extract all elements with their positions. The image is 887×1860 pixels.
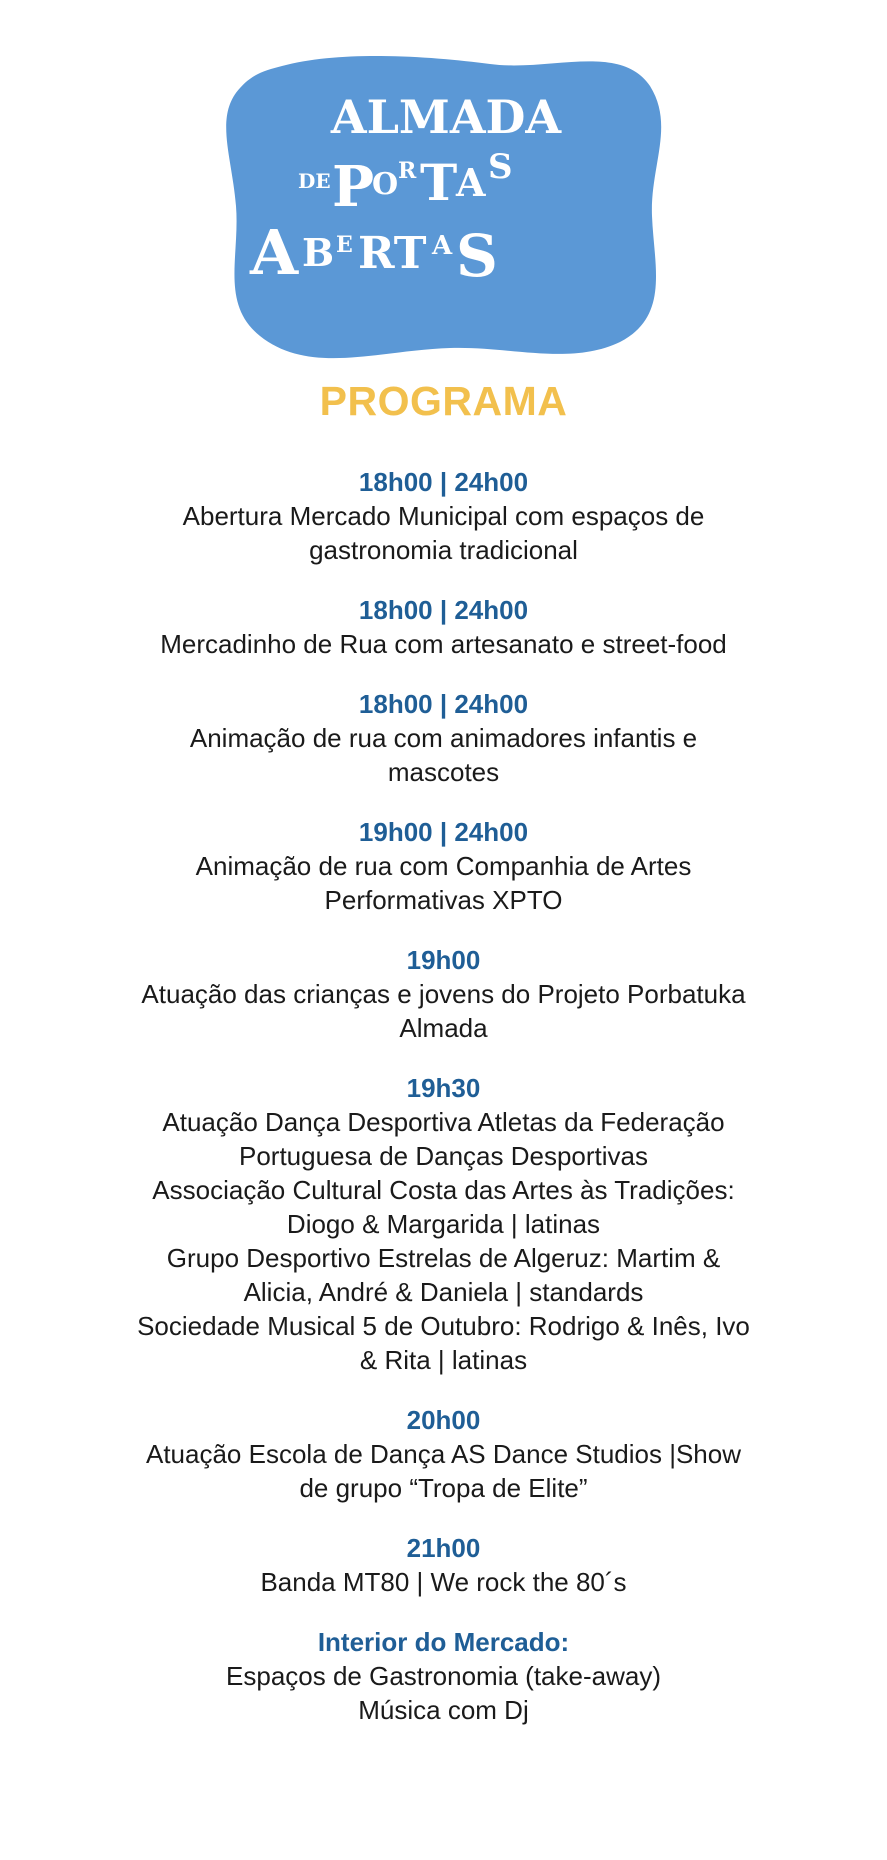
event-description-line: Mercadinho de Rua com artesanato e street-food	[160, 629, 727, 659]
almada-de-portas-abertas-logo	[220, 46, 666, 368]
logo-graphic	[220, 46, 666, 368]
event-time: 18h00 | 24h00	[358, 467, 529, 497]
event-description-line: Grupo Desportivo Estrelas de Algeruz: Martim &	[166, 1243, 721, 1273]
logo-abertas-a: A	[250, 216, 299, 289]
programme-heading: PROGRAMA	[319, 378, 568, 424]
event-description-line: Sociedade Musical 5 de Outubro: Rodrigo & Inês, Ivo	[137, 1311, 750, 1341]
event-description-line: Atuação Escola de Dança AS Dance Studios |Show	[145, 1439, 741, 1469]
event-time: 21h00	[406, 1533, 481, 1563]
schedule-item	[0, 1403, 887, 1505]
schedule-item	[0, 593, 887, 661]
logo-abertas-a2: A	[432, 231, 453, 261]
event-description-line: Abertura Mercado Municipal com espaços de	[182, 501, 705, 531]
event-time: 19h30	[406, 1073, 481, 1103]
event-description-line: gastronomia tradicional	[309, 535, 578, 565]
logo-abertas-b: B	[302, 230, 335, 275]
event-time: 19h00	[406, 945, 481, 975]
event-description-line: Alicia, André & Daniela | standards	[243, 1277, 644, 1307]
schedule-item	[0, 1071, 887, 1377]
event-description-line: Animação de rua com Companhia de Artes	[195, 851, 692, 881]
event-description-line: Portuguesa de Danças Desportivas	[238, 1141, 648, 1171]
logo-abertas-rt: RT	[358, 228, 427, 279]
logo-portas-s: S	[488, 147, 513, 187]
event-time: Interior do Mercado:	[317, 1627, 570, 1657]
event-description-line: mascotes	[387, 757, 500, 787]
schedule-item	[0, 1625, 887, 1727]
event-description-line: Almada	[399, 1013, 488, 1043]
event-time: 20h00	[406, 1405, 481, 1435]
logo-portas-t: T	[420, 153, 458, 212]
event-description-line: Animação de rua com animadores infantis e	[189, 723, 698, 753]
logo-abertas-s: S	[456, 222, 498, 290]
schedule-item	[0, 1531, 887, 1599]
schedule-item	[0, 687, 887, 789]
event-time: 18h00 | 24h00	[358, 595, 529, 625]
event-description-line: Banda MT80 | We rock the 80´s	[260, 1567, 627, 1597]
logo-portas-p: P	[332, 154, 375, 220]
logo-line-almada: ALMADA	[330, 90, 562, 144]
logo-de: DE	[298, 169, 331, 193]
event-description-line: & Rita | latinas	[359, 1345, 528, 1375]
event-time: 19h00 | 24h00	[358, 817, 529, 847]
event-description-line: Atuação das crianças e jovens do Projeto Porbatuka	[141, 979, 746, 1009]
schedule-item	[0, 815, 887, 917]
event-description-line: Atuação Dança Desportiva Atletas da Federação	[162, 1107, 725, 1137]
logo-portas-r: R	[398, 158, 417, 184]
event-description-line: Associação Cultural Costa das Artes às Tradições:	[152, 1175, 735, 1205]
event-description-line: Performativas XPTO	[324, 885, 563, 915]
logo-portas-a: A	[456, 160, 486, 205]
event-description-line: de grupo “Tropa de Elite”	[299, 1473, 588, 1503]
logo-abertas-e: E	[336, 232, 353, 258]
schedule-item	[0, 943, 887, 1045]
event-time: 18h00 | 24h00	[358, 689, 529, 719]
schedule-item	[0, 465, 887, 567]
event-description-line: Música com Dj	[358, 1695, 529, 1725]
event-description-line: Espaços de Gastronomia (take-away)	[226, 1661, 661, 1691]
event-description-line: Diogo & Margarida | latinas	[286, 1209, 601, 1239]
schedule-list	[0, 465, 887, 1753]
logo-portas-o: O	[372, 167, 399, 202]
